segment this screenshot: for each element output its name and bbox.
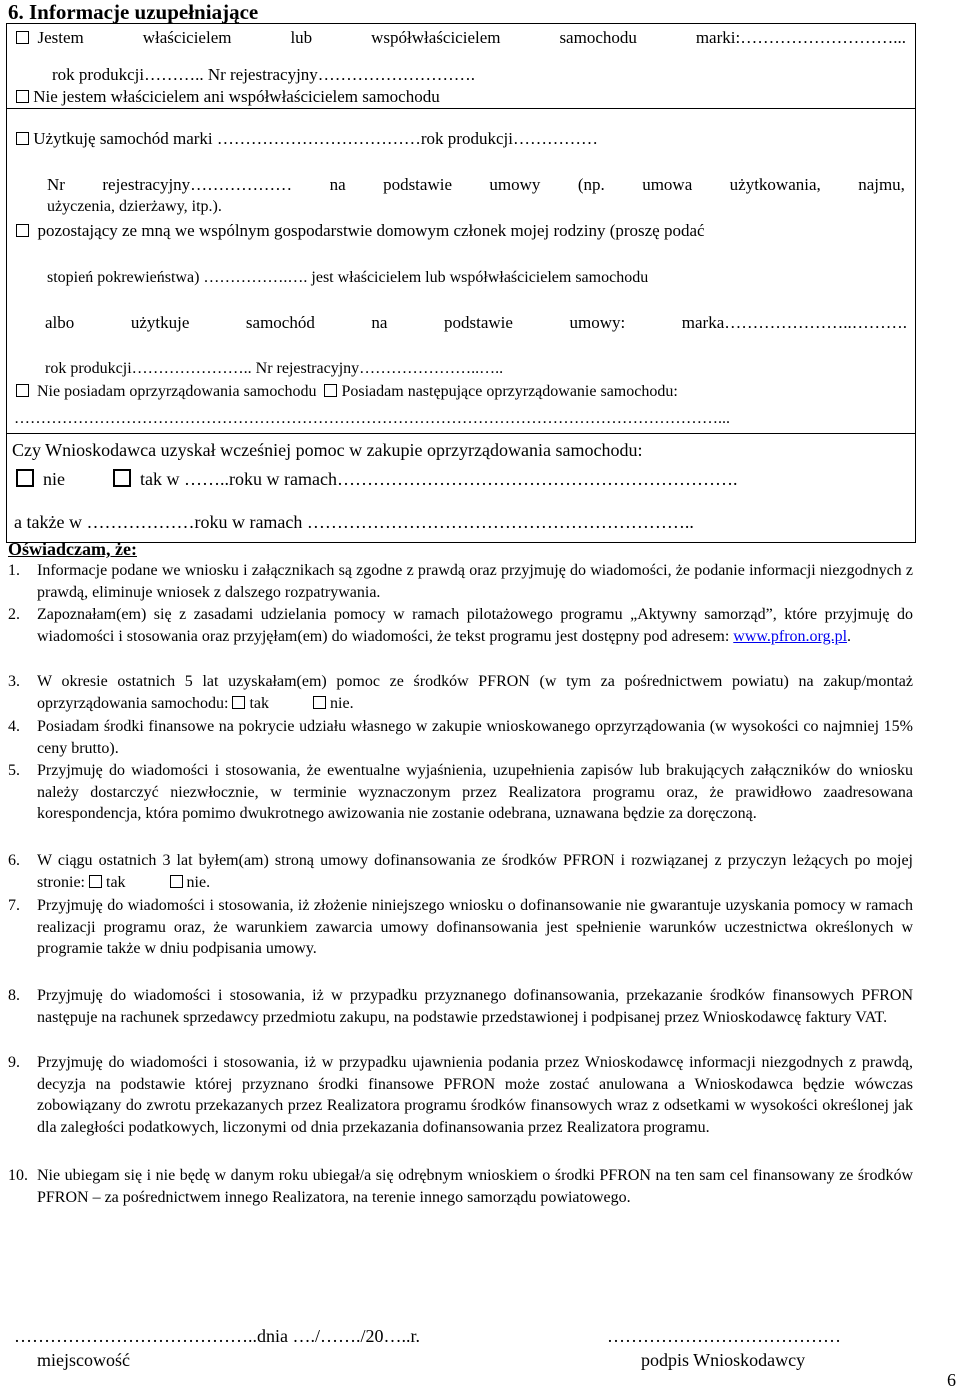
item-number: 9. xyxy=(8,1054,20,1071)
declaration-heading: Oświadczam, że: xyxy=(8,539,137,559)
owner-checkbox[interactable] xyxy=(16,31,29,44)
page-number: 6 xyxy=(947,1370,956,1390)
declaration-item-6: W ciągu ostatnich 3 lat byłem(am) stroną umowy dofinansowania ze środków PFRON i rozwiązanej z przyczyn leżących po mojej stronie: tak nie. xyxy=(37,852,913,891)
declaration-item-5: Przyjmuję do wiadomości i stosowania, że ewentualne wyjaśnienia, uzupełnienia zapisów lub brakujących załączników do wniosku należy dostarczyć niezwłocznie, w terminie wyznaczonym przez Realizatora programu oraz, że prawidłowo zaadresowana korespondencja, która pomimo dwukrotnego awizowania nie zostanie odebrana, uznawana będzie za doręczoną. xyxy=(37,762,913,822)
item-number: 7. xyxy=(8,897,20,914)
not-owner-checkbox[interactable] xyxy=(16,90,29,103)
declaration-item-9: Przyjmuję do wiadomości i stosowania, iż w przypadku ujawnienia podania przez Wnioskodawcę informacji niezgodnych z prawdą, decyzja na podstawie której przyznano środki finansowe PFRON może zostać anulowana a Wnioskodawca będzie wówczas zobowiązany do zwrotu przekazanych przez Realizatora programu środków finansowych wraz z odsetkami w wysokości określonej jak dla zaległości podatkowych, liczonymi od dnia przekazania dofinansowania przez Realizatora programu. xyxy=(37,1054,913,1136)
item-number: 4. xyxy=(8,718,20,735)
earlier-help-question: Czy Wnioskodawca uzyskał wcześniej pomoc w zakupie oprzyrządowania samochodu: xyxy=(12,440,643,460)
item-number: 1. xyxy=(8,562,20,579)
user-registration-line: Nr rejestracyjny……………… na podstawie umowy (np. umowa użytkowania, najmu, xyxy=(47,175,905,194)
user-contract-types: użyczenia, dzierżawy, itp.). xyxy=(47,198,222,215)
user-line: Użytkuję samochód marki ………………………………rok produkcji…………… xyxy=(16,128,598,149)
pfron-link[interactable]: www.pfron.org.pl xyxy=(733,627,848,645)
declaration-item-2: Zapoznałam(em) się z zasadami udzielania pomocy w ramach pilotażowego programu „Aktywny samorząd”, które przyjmuję do wiadomości i stosowania oraz przyjęłam(em) do wiadomości, że tekst programu jest dostępny pod adresem: www.pfron.org.pl. xyxy=(37,606,913,645)
earlier-help-yes-checkbox[interactable] xyxy=(113,469,131,487)
item3-yes-checkbox[interactable] xyxy=(232,696,245,709)
user-checkbox[interactable] xyxy=(16,132,29,145)
item6-no-checkbox[interactable] xyxy=(170,875,183,888)
declaration-item-3: W okresie ostatnich 5 lat uzyskałam(em) pomoc ze środków PFRON (w tym za pośrednictwem powiatu) na zakup/montaż oprzyrządowania samochodu: tak nie. xyxy=(37,673,913,712)
family-usage-line: albo użytkuje samochód na podstawie umowy: marka…………………..………. xyxy=(45,313,907,332)
item-number: 6. xyxy=(8,852,20,869)
item3-no-checkbox[interactable] xyxy=(313,696,326,709)
declaration-item-7: Przyjmuję do wiadomości i stosowania, iż złożenie niniejszego wniosku o dofinansowanie nie gwarantuje uzyskania pomocy w ramach realizacji programu oraz, że warunkiem zawarcia umowy dofinansowania jest spełnienie warunków uczestnictwa określonych w programie także w dniu podpisania umowy. xyxy=(37,897,913,957)
equipment-dots: ……………………………………………………………………………………………………………………... xyxy=(14,410,730,427)
declaration-item-8: Przyjmuję do wiadomości i stosowania, iż w przypadku przyznanego dofinansowania, przekazanie środków finansowych PFRON następuje na rachunek sprzedawcy przedmiotu zakupu, na podstawie przedstawionej i podpisanej przez Wnioskodawcę faktury VAT. xyxy=(37,987,913,1026)
place-label: miejscowość xyxy=(37,1350,130,1370)
separator xyxy=(6,108,916,109)
item-number: 5. xyxy=(8,762,20,779)
item-number: 3. xyxy=(8,673,20,690)
family-member-line: pozostający ze mną we wspólnym gospodarstwie domowym członek mojej rodziny (proszę podać xyxy=(16,220,705,241)
earlier-help-no-checkbox[interactable] xyxy=(16,469,34,487)
earlier-help-options: nie tak w ……..roku w ramach…………………………………………………………. xyxy=(16,468,737,490)
family-member-checkbox[interactable] xyxy=(16,224,29,237)
has-equipment-checkbox[interactable] xyxy=(324,384,337,397)
equipment-line: Nie posiadam oprzyrządowania samochodu Posiadam następujące oprzyrządowanie samochodu: xyxy=(16,381,678,402)
family-vehicle-details: rok produkcji………………….. Nr rejestracyjny…………………..….. xyxy=(45,360,504,377)
owner-line: Jestem właścicielem lub współwłaścicielem samochodu marki:………………………... xyxy=(16,27,906,48)
not-owner-line: Nie jestem właścicielem ani współwłaścicielem samochodu xyxy=(16,86,440,107)
no-equipment-checkbox[interactable] xyxy=(16,384,29,397)
earlier-help-also-line: a także w ………………roku w ramach ……………………………………………………….. xyxy=(14,512,694,532)
declaration-item-10: Nie ubiegam się i nie będę w danym roku ubiegał/a się odrębnym wnioskiem o środki PFRON na ten sam cel finansowany ze środków PFRON – za pośrednictwem innego Realizatora, na terenie innego samorządu powiatowego. xyxy=(37,1167,913,1206)
signature-label: podpis Wnioskodawcy xyxy=(641,1350,806,1370)
signature-line: ………………………………… xyxy=(607,1326,841,1346)
item-number: 8. xyxy=(8,987,20,1004)
place-date-line: …………………………………..dnia …./……./20…..r. xyxy=(14,1326,420,1346)
item-number: 2. xyxy=(8,606,20,623)
declaration-item-1: Informacje podane we wniosku i załącznikach są zgodne z prawdą oraz przyjmuję do wiadomości, że podanie informacji niezgodnych z prawdą, eliminuje wniosek z dalszego rozpatrywania. xyxy=(37,562,913,601)
item-number: 10. xyxy=(8,1167,28,1184)
family-relation-line: stopień pokrewieństwa) …………….…. jest właścicielem lub współwłaścicielem samochodu xyxy=(47,269,649,286)
item6-yes-checkbox[interactable] xyxy=(89,875,102,888)
separator xyxy=(6,433,916,434)
declaration-item-4: Posiadam środki finansowe na pokrycie udziału własnego w zakupie wnioskowanego oprzyrządowania (w wysokości co najmniej 15% ceny brutto). xyxy=(37,718,913,757)
section-heading: 6. Informacje uzupełniające xyxy=(8,0,259,24)
owner-vehicle-details: rok produkcji……….. Nr rejestracyjny………………………. xyxy=(52,65,476,84)
